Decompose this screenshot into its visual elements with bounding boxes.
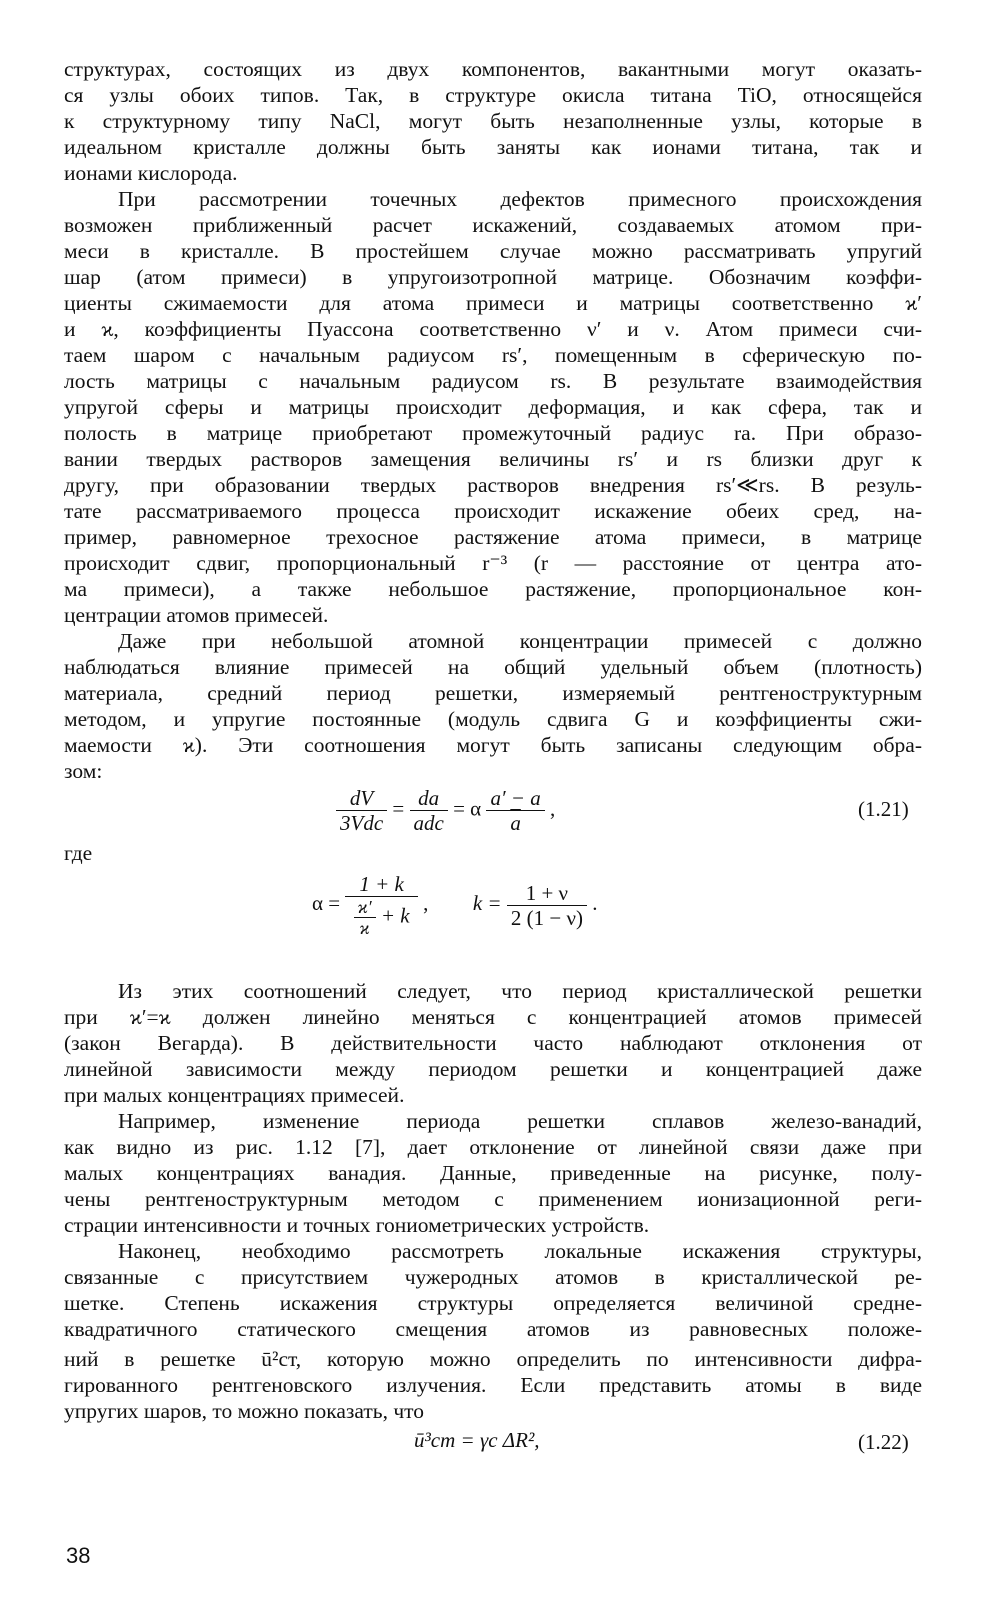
numerator: ϰ′ xyxy=(354,897,376,918)
text-line: (закон Вегарда). В действительности часто наблюдают отклонения от xyxy=(64,1031,922,1055)
denominator: 3Vdc xyxy=(340,811,384,835)
text-line: происходит сдвиг, пропорциональный r⁻³ (r — расстояние от центра ато- xyxy=(64,551,922,575)
fraction xyxy=(336,786,387,835)
text-line: шетке. Степень искажения структуры определяется величиной средне- xyxy=(64,1291,922,1315)
denominator xyxy=(345,897,418,938)
text-line: связанные с присутствием чужеродных атомов в кристаллической ре- xyxy=(64,1265,922,1289)
fraction xyxy=(410,786,448,835)
fraction xyxy=(507,881,587,930)
text-line: материала, средний период решетки, измеряемый рентгеноструктурным xyxy=(64,681,922,705)
equation-alpha-k xyxy=(312,872,597,938)
text-line: как видно из рис. 1.12 [7], дает отклонение от линейной связи даже при xyxy=(64,1135,922,1159)
alpha-lhs: α = xyxy=(312,890,341,915)
text-line: гированного рентгеновского излучения. Если представить атомы в виде xyxy=(64,1373,922,1397)
text-line: ионами кислорода. xyxy=(64,161,238,185)
text-line: квадратичного статического смещения атомов из равновесных положе- xyxy=(64,1317,922,1341)
numerator: a′ − a xyxy=(486,786,544,811)
text-line: ся узлы обоих типов. Так, в структуре окисла титана TiO, относящейся xyxy=(64,83,922,107)
text-line: Например, изменение периода решетки сплавов железо-ванадий, xyxy=(118,1109,922,1133)
text-line: Даже при небольшой атомной концентрации примесей c должно xyxy=(118,629,922,653)
text-line: ний в решетке ū²ст, которую можно определить по интенсивности дифра- xyxy=(64,1347,922,1371)
equation-1-22: ū³ст = γc ΔR², xyxy=(414,1428,540,1452)
comma: , xyxy=(423,890,429,915)
equals-sign: = xyxy=(392,796,405,821)
text-line: упругой сферы и матрицы происходит деформация, и как сфера, так и xyxy=(64,395,922,419)
comma: , xyxy=(549,796,556,821)
text-line: таем шаром с начальным радиусом rs′, помещенным в сферическую по- xyxy=(64,343,922,367)
fraction xyxy=(345,872,418,938)
text-line: тате рассматриваемого процесса происходит искажение обеих сред, на- xyxy=(64,499,922,523)
period: . xyxy=(592,890,598,915)
page-number: 38 xyxy=(66,1543,91,1568)
text-line: при малых концентрациях примесей. xyxy=(64,1083,405,1107)
inner-fraction xyxy=(354,897,376,938)
text-line: при ϰ′=ϰ должен линейно меняться с концентрацией атомов примесей xyxy=(64,1005,922,1029)
numerator: 1 + k xyxy=(345,872,418,897)
text-line: Из этих соотношений следует, что период кристаллической решетки xyxy=(118,979,922,1003)
text-line: малых концентрациях ванадия. Данные, приведенные на рисунке, полу- xyxy=(64,1161,922,1185)
text-line: линейной зависимости между периодом решетки и концентрацией даже xyxy=(64,1057,922,1081)
text-line: зом: xyxy=(64,759,103,783)
text-line: меси в кристалле. В простейшем случае можно рассматривать упругий xyxy=(64,239,922,263)
inner-tail: + k xyxy=(380,903,410,928)
equation-number: (1.22) xyxy=(858,1430,909,1454)
text-line: полость в матрице приобретают промежуточный радиус ra. При образо- xyxy=(64,421,922,445)
text-line: маемости ϰ). Эти соотношения могут быть записаны следующим обра- xyxy=(64,733,922,757)
text-line: упругих шаров, то можно показать, что xyxy=(64,1399,424,1423)
numerator: da xyxy=(410,786,448,811)
text-line: Наконец, необходимо рассмотреть локальные искажения структуры, xyxy=(118,1239,922,1263)
text-line: вании твердых растворов замещения величины rs′ и rs близки друг к xyxy=(64,447,922,471)
text-line: страции интенсивности и точных гониометрических устройств. xyxy=(64,1213,650,1237)
equation-1-21 xyxy=(336,786,555,835)
text-line: ма примеси), а также небольшое растяжение, пропорциональное кон- xyxy=(64,577,922,601)
text-line: и ϰ, коэффициенты Пуассона соответственно ν′ и ν. Атом примеси счи- xyxy=(64,317,922,341)
text-line: шар (атом примеси) в упругоизотропной матрице. Обозначим коэффи- xyxy=(64,265,922,289)
text-line: циенты сжимаемости для атома примеси и матрицы соответственно ϰ′ xyxy=(64,291,922,315)
text-line: к структурному типу NaCl, могут быть незаполненные узлы, которые в xyxy=(64,109,922,133)
text-line: центрации атомов примесей. xyxy=(64,603,329,627)
equation-number: (1.21) xyxy=(858,797,909,821)
fraction xyxy=(486,786,544,835)
text-line: другу, при образовании твердых растворов внедрения rs′≪rs. В резуль- xyxy=(64,473,922,497)
text-line: структурах, состоящих из двух компонентов, вакантными могут оказать- xyxy=(64,57,922,81)
denominator: a xyxy=(510,811,521,835)
text-line: возможен приближенный расчет искажений, создаваемых атомом при- xyxy=(64,213,922,237)
text-line: пример, равномерное трехосное растяжение атома примеси, в матрице xyxy=(64,525,922,549)
text-line: методом, и упругие постоянные (модуль сдвига G и коэффициенты сжи- xyxy=(64,707,922,731)
text-line: наблюдаться влияние примесей на общий удельный объем (плотность) xyxy=(64,655,922,679)
where-label: где xyxy=(64,841,93,865)
numerator: 1 + ν xyxy=(507,881,587,906)
denominator: 2 (1 − ν) xyxy=(510,905,583,930)
text-line: чены рентгеноструктурным методом с применением ионизационной реги- xyxy=(64,1187,922,1211)
text-line: При рассмотрении точечных дефектов примесного происхождения xyxy=(118,187,922,211)
text-line: лость матрицы с начальным радиусом rs. В результате взаимодействия xyxy=(64,369,922,393)
numerator: dV xyxy=(336,786,387,811)
text-line: идеальном кристалле должны быть заняты как ионами титана, так и xyxy=(64,135,922,159)
denominator: adc xyxy=(413,811,444,835)
k-lhs: k = xyxy=(472,890,502,915)
equals-alpha: = α xyxy=(453,796,482,821)
denominator: ϰ xyxy=(359,918,370,938)
